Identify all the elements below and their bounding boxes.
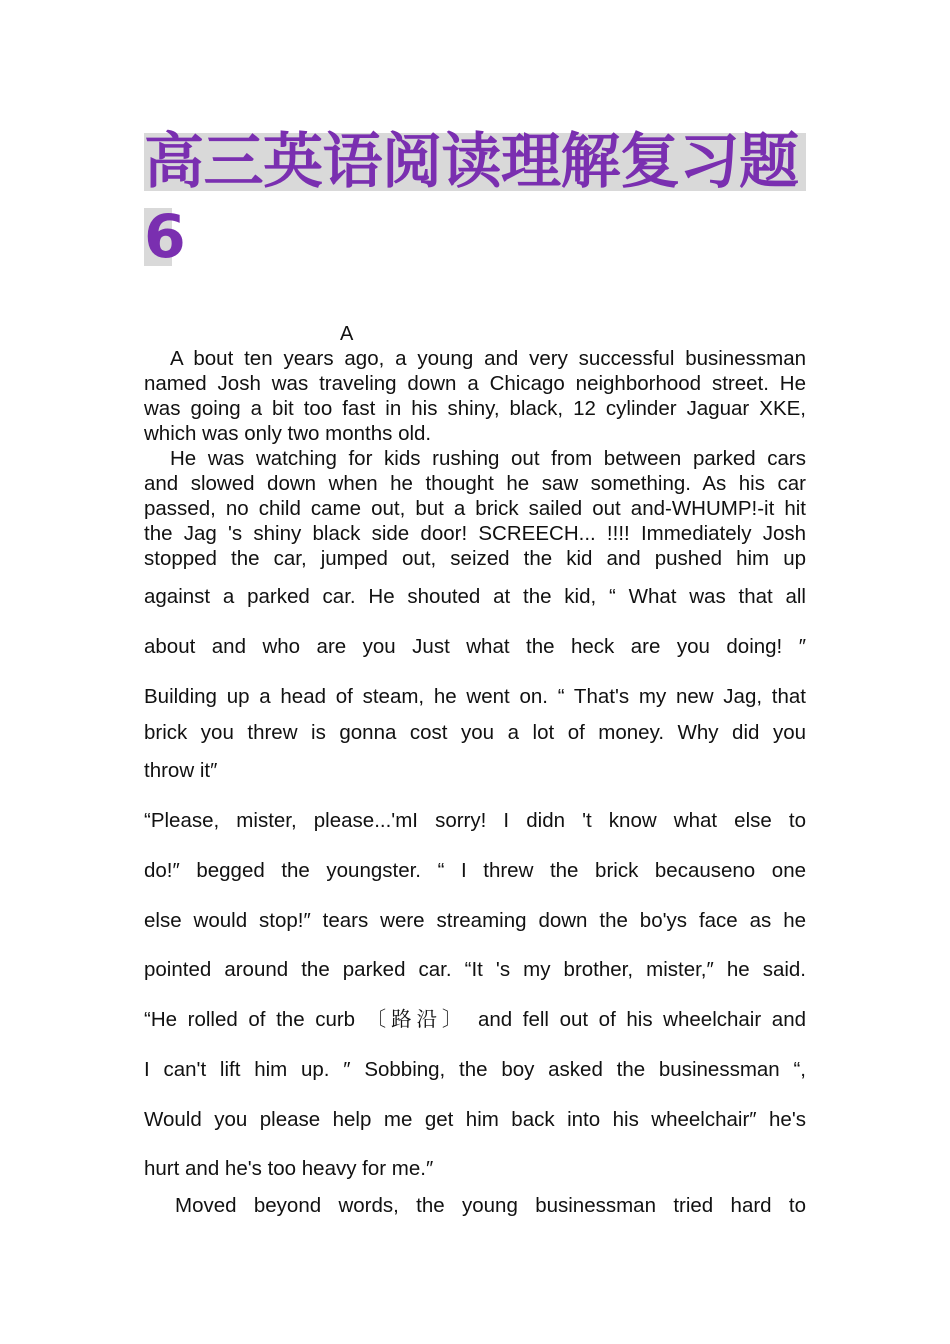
paragraph-line: Moved beyond words, the young businessman tried hard to (175, 1194, 806, 1217)
paragraph-line: He was watching for kids rushing out from between parked cars (170, 447, 806, 470)
section-label: A (340, 323, 354, 345)
paragraph-line: “Please, mister, please...'mI sorry! I didn 't know what else to (144, 809, 806, 832)
document-title-line-2: 6 (144, 202, 186, 272)
paragraph-line: was going a bit too fast in his shiny, black, 12 cylinder Jaguar XKE, (144, 397, 806, 420)
paragraph-line: throw it″ (144, 759, 218, 782)
paragraph-line: stopped the car, jumped out, seized the kid and pushed him up (144, 547, 806, 570)
paragraph-line: against a parked car. He shouted at the kid, “ What was that all (144, 585, 806, 608)
paragraph-line: which was only two months old. (144, 422, 432, 445)
paragraph-line: and slowed down when he thought he saw something. As his car (144, 472, 806, 495)
paragraph-line: Would you please help me get him back into his wheelchair″ he's (144, 1108, 806, 1131)
paragraph-line: do!″ begged the youngster. “ I threw the brick becauseno one (144, 859, 806, 882)
paragraph-line: hurt and he's too heavy for me.″ (144, 1157, 434, 1180)
paragraph-line: I can't lift him up. ″ Sobbing, the boy asked the businessman “, (144, 1058, 806, 1081)
paragraph-line: about and who are you Just what the heck are you doing! ″ (144, 635, 806, 658)
paragraph-line: A bout ten years ago, a young and very successful businessman (170, 347, 806, 370)
paragraph-line: named Josh was traveling down a Chicago neighborhood street. He (144, 372, 806, 395)
paragraph-line: pointed around the parked car. “It 's my brother, mister,″ he said. (144, 958, 806, 981)
paragraph-line: the Jag 's shiny black side door! SCREECH... !!!! Immediately Josh (144, 522, 806, 545)
paragraph-line: passed, no child came out, but a brick sailed out and-WHUMP!-it hit (144, 497, 806, 520)
paragraph-line: brick you threw is gonna cost you a lot of money. Why did you (144, 721, 806, 744)
paragraph-line: else would stop!″ tears were streaming down the bo'ys face as he (144, 909, 806, 932)
paragraph-line: “He rolled of the curb 〔路沿〕 and fell out of his wheelchair and (144, 1008, 806, 1031)
document-title-line-1: 高三英语阅读理解复习题 (144, 133, 806, 191)
paragraph-line: Building up a head of steam, he went on. “ That's my new Jag, that (144, 685, 806, 708)
